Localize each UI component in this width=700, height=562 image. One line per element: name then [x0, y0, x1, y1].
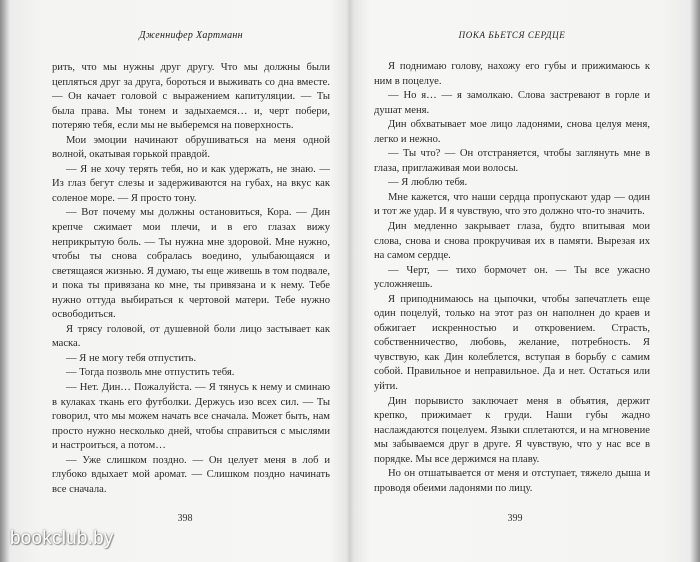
- paragraph: — Тогда позволь мне отпустить тебя.: [66, 367, 235, 379]
- paragraph: Дин порывисто заключает меня в объятия, держит крепко, прижимает к груди. Наши губы жадно наслаждаются поцелуем. Языки сплетаются, и на мгновение мы забываемся друг в друге. Я чувствую, что у нас все в порядке. Мы все держимся на плаву.: [374, 395, 650, 465]
- paragraph: Дин медленно закрывает глаза, будто впитывая мои слова, снова и снова прокручивая их в памяти. Вырезая их на самом сердце.: [374, 221, 650, 262]
- paragraph: Но он отшатывается от меня и отступает, тяжело дыша и проводя обеими ладонями по лицу.: [374, 468, 650, 494]
- paragraph: — Вот почему мы должны остановиться, Кора. — Дин крепче сжимает мои плечи, и в его глазах вижу неприкрытую боль. — Ты нужна мне здоровой. Мне нужно, чтобы ты снова собралась воедино, улыбающаяся и светящаяся жизнью. Я думаю, ты еще живешь в том подвале, и пока ты привязана ко мне, ты привязана и к нему. Тебе нужно оттуда выбираться к чертовой матери. Тебе нужно освободиться.: [52, 207, 330, 321]
- page-number-left: 398: [177, 513, 193, 524]
- paragraph: Дин обхватывает мое лицо ладонями, снова целуя меня, легко и нежно.: [374, 119, 650, 145]
- paragraph: — Я не хочу терять тебя, но и как удержать, не знаю. — Из глаз бегут слезы и задерживаются на губах, на вкус как соленое море. — Я просто тону.: [52, 163, 330, 204]
- paragraph: — Нет. Дин… Пожалуйста. — Я тянусь к нему и сминаю в кулаках ткань его футболки. Держусь изо всех сил. — Ты говорил, что мы можем начать все сначала. Может быть, нам просто нужно несколько дней, чтобы справиться с мыслями и настроиться, а потом…: [52, 382, 330, 452]
- watermark-logo: bookclub.by: [10, 528, 114, 549]
- paragraph: — Я люблю тебя.: [388, 177, 468, 189]
- page-number-right: 399: [507, 513, 523, 524]
- paragraph: Мне кажется, что наши сердца пропускают удар — один и тот же удар. И я чувствую, что это должно что-то значить.: [374, 191, 650, 218]
- paragraph: Я поднимаю голову, нахожу его губы и прижимаюсь к ним в поцелуе.: [374, 61, 650, 87]
- left-page-text: [52, 61, 330, 497]
- running-head-title: ПОКА БЬЕТСЯ СЕРДЦЕ: [458, 30, 566, 40]
- paragraph: — Но я… — я замолкаю. Слова застревают в горле и душат меня.: [374, 90, 650, 116]
- paragraph: Я трясу головой, от душевной боли лицо застывает как маска.: [52, 323, 330, 350]
- right-page: [352, 0, 678, 562]
- running-head-author: Дженнифер Хартманн: [139, 30, 243, 41]
- paragraph: — Я не могу тебя отпустить.: [66, 352, 197, 364]
- paragraph: — Черт, — тихо бормочет он. — Ты все ужасно усложняешь.: [374, 264, 650, 291]
- paragraph: рить, что мы нужны друг другу. Что мы должны были цепляться друг за друга, бороться и выживать со дна вместе. — Он качает головой с выражением капитуляции. — Ты была права. Мы тонем и задыхаемся… и, черт побери, потеряю тебя, если мы не выберемся на поверхность.: [52, 62, 330, 132]
- paragraph: Я приподнимаюсь на цыпочки, чтобы запечатлеть еще один поцелуй, только на этот раз он наполнен до краев и обжигает искренностью и откровением. Страсть, собственничество, любовь, желание, потребность. Я чувствую, как Дин колеблется, вступая в борьбу с самим собой. Правильное и неправильное. Да и нет. Остаться или уйти.: [374, 293, 650, 393]
- right-page-text: [374, 60, 650, 496]
- left-page: [22, 0, 348, 562]
- paragraph: — Уже слишком поздно. — Он целует меня в лоб и глубоко вдыхает мой аромат. — Слишком поздно начинать все сначала.: [52, 454, 330, 495]
- paragraph: — Ты что? — Он отстраняется, чтобы заглянуть мне в глаза, приглаживая мои волосы.: [374, 148, 650, 174]
- paragraph: Мои эмоции начинают обрушиваться на меня одной волной, окатывая горькой правдой.: [52, 134, 330, 161]
